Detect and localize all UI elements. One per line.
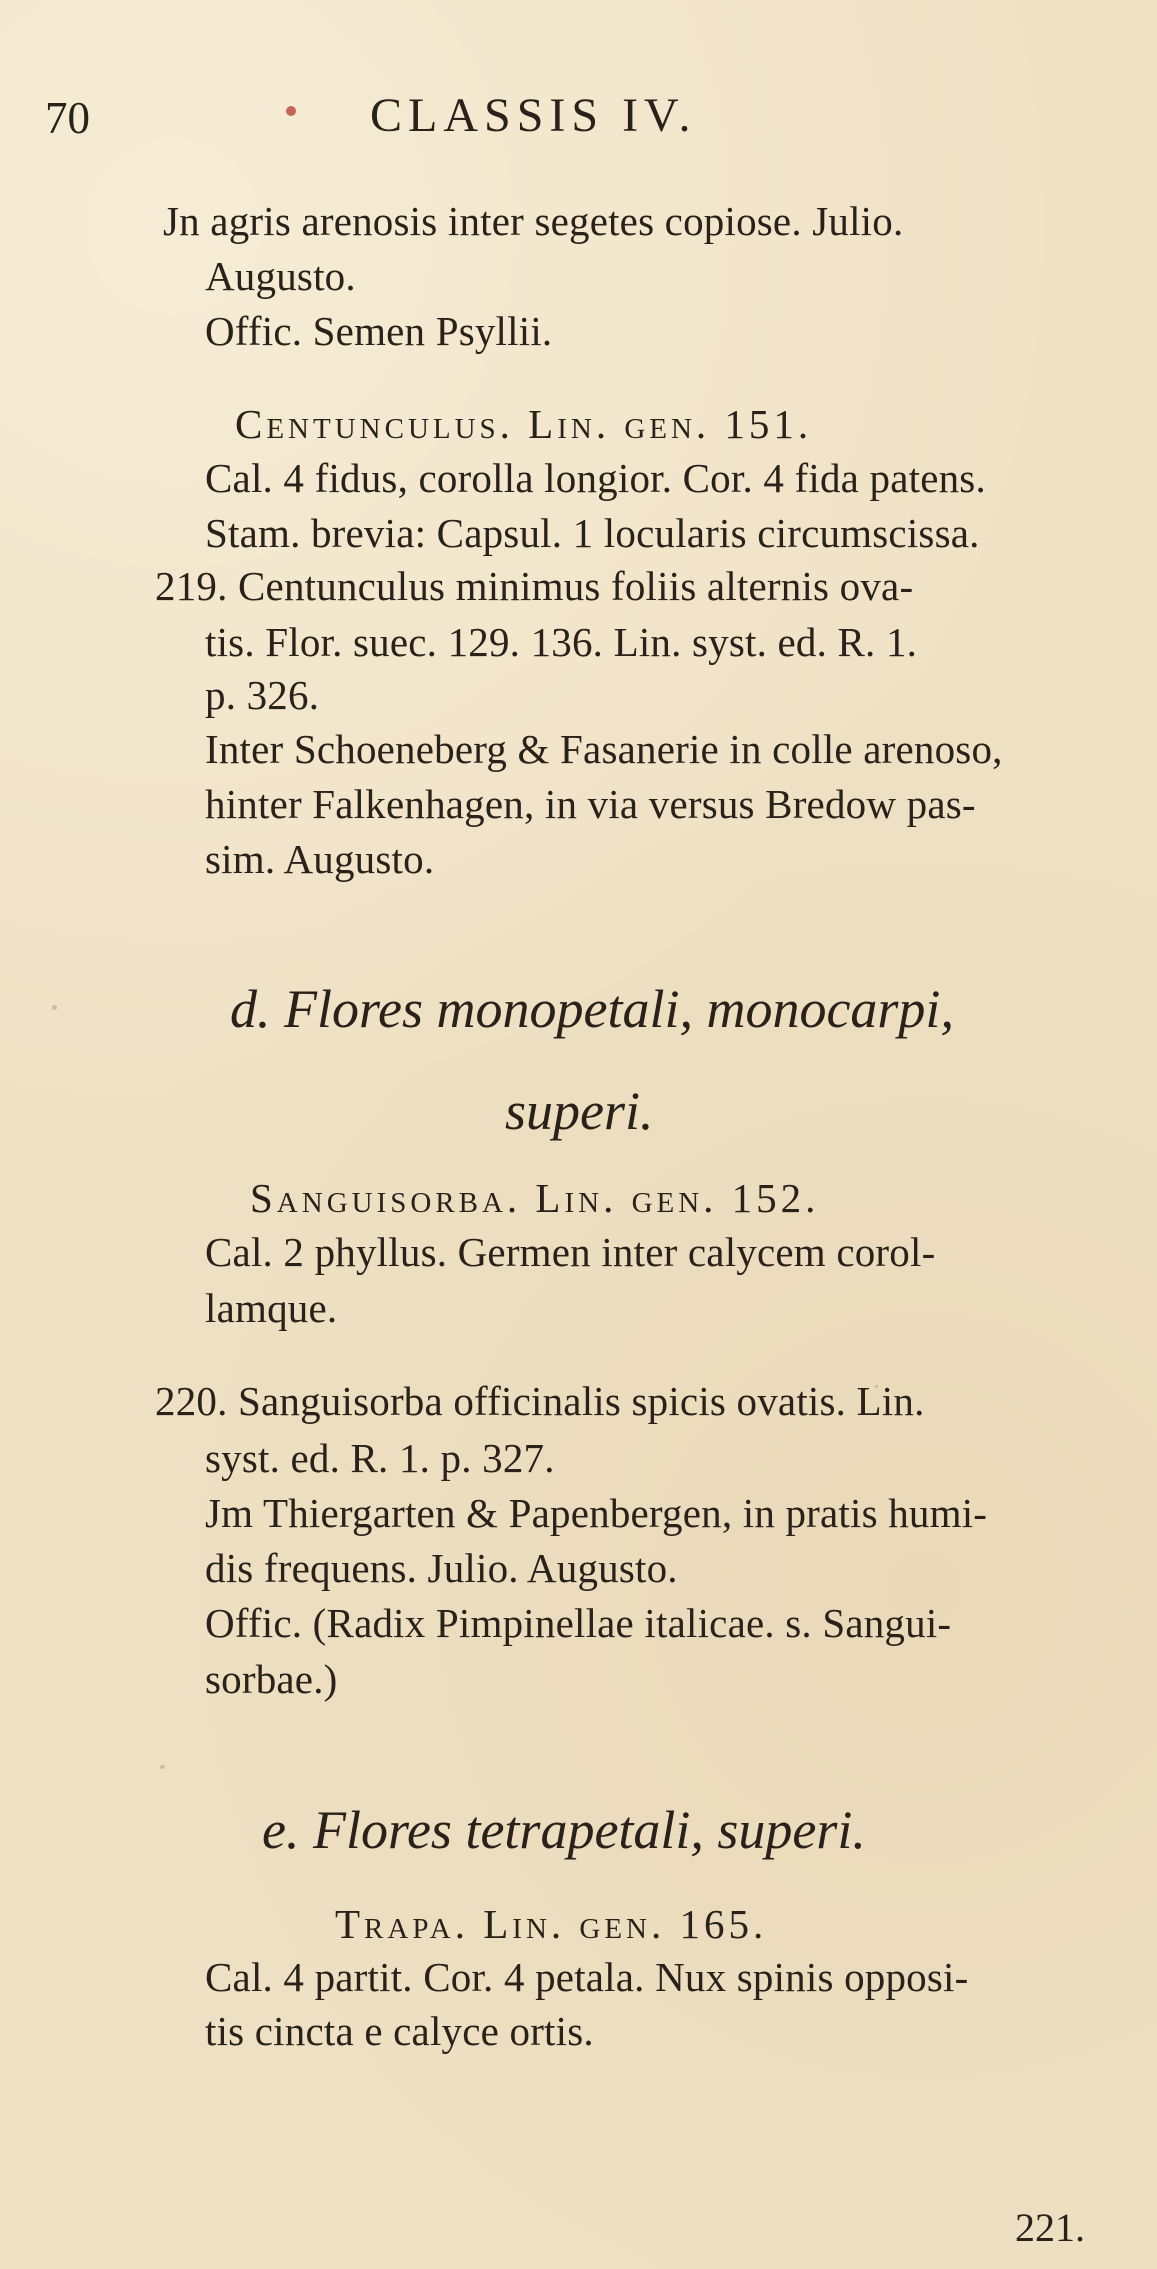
species-entry: 220. Sanguisorba officinalis spicis ovatis. Lin. [155, 1378, 925, 1424]
paper-speck [52, 1005, 57, 1010]
text-line: tis cincta e calyce ortis. [205, 2008, 594, 2054]
text-line: Cal. 4 fidus, corolla longior. Cor. 4 fida patens. [205, 455, 986, 501]
section-heading: d. Flores monopetali, monocarpi, [230, 979, 954, 1039]
genus-heading: Sanguisorba. Lin. gen. 152. [250, 1175, 820, 1221]
text-line: Stam. brevia: Capsul. 1 locularis circumscissa. [205, 510, 980, 556]
section-heading: superi. [505, 1081, 654, 1141]
species-entry: 219. Centunculus minimus foliis alternis ova- [155, 563, 914, 609]
text-line: Offic. (Radix Pimpinellae italicae. s. Sangui- [205, 1600, 952, 1646]
text-line: sim. Augusto. [205, 836, 435, 882]
text-line: Jm Thiergarten & Papenbergen, in pratis humi- [205, 1490, 988, 1536]
paper-speck [612, 1005, 616, 1009]
section-heading: e. Flores tetrapetali, superi. [262, 1800, 866, 1860]
catchword: 221. [1015, 2205, 1085, 2250]
text-line: sorbae.) [205, 1656, 338, 1702]
text-line: Cal. 2 phyllus. Germen inter calycem corol- [205, 1229, 936, 1275]
paper-speck [875, 1385, 878, 1388]
page-number: 70 [45, 93, 90, 143]
text-line: Jn agris arenosis inter segetes copiose. Julio. [163, 198, 904, 244]
paper-speck [160, 1765, 165, 1769]
text-line: Inter Schoeneberg & Fasanerie in colle arenoso, [205, 726, 1003, 772]
text-line: Cal. 4 partit. Cor. 4 petala. Nux spinis opposi- [205, 1954, 969, 2000]
text-line: hinter Falkenhagen, in via versus Bredow pas- [205, 781, 976, 827]
genus-heading: Centunculus. Lin. gen. 151. [235, 401, 813, 447]
text-line: Augusto. [205, 253, 356, 299]
printer-ornament [286, 106, 296, 116]
genus-heading: Trapa. Lin. gen. 165. [335, 1901, 768, 1947]
text-line: dis frequens. Julio. Augusto. [205, 1545, 678, 1591]
text-line: p. 326. [205, 672, 320, 718]
text-line: tis. Flor. suec. 129. 136. Lin. syst. ed. R. 1. [205, 619, 918, 665]
text-line: Offic. Semen Psyllii. [205, 308, 553, 354]
running-title: CLASSIS IV. [370, 89, 697, 142]
text-line: lamque. [205, 1285, 338, 1331]
text-line: syst. ed. R. 1. p. 327. [205, 1435, 555, 1481]
